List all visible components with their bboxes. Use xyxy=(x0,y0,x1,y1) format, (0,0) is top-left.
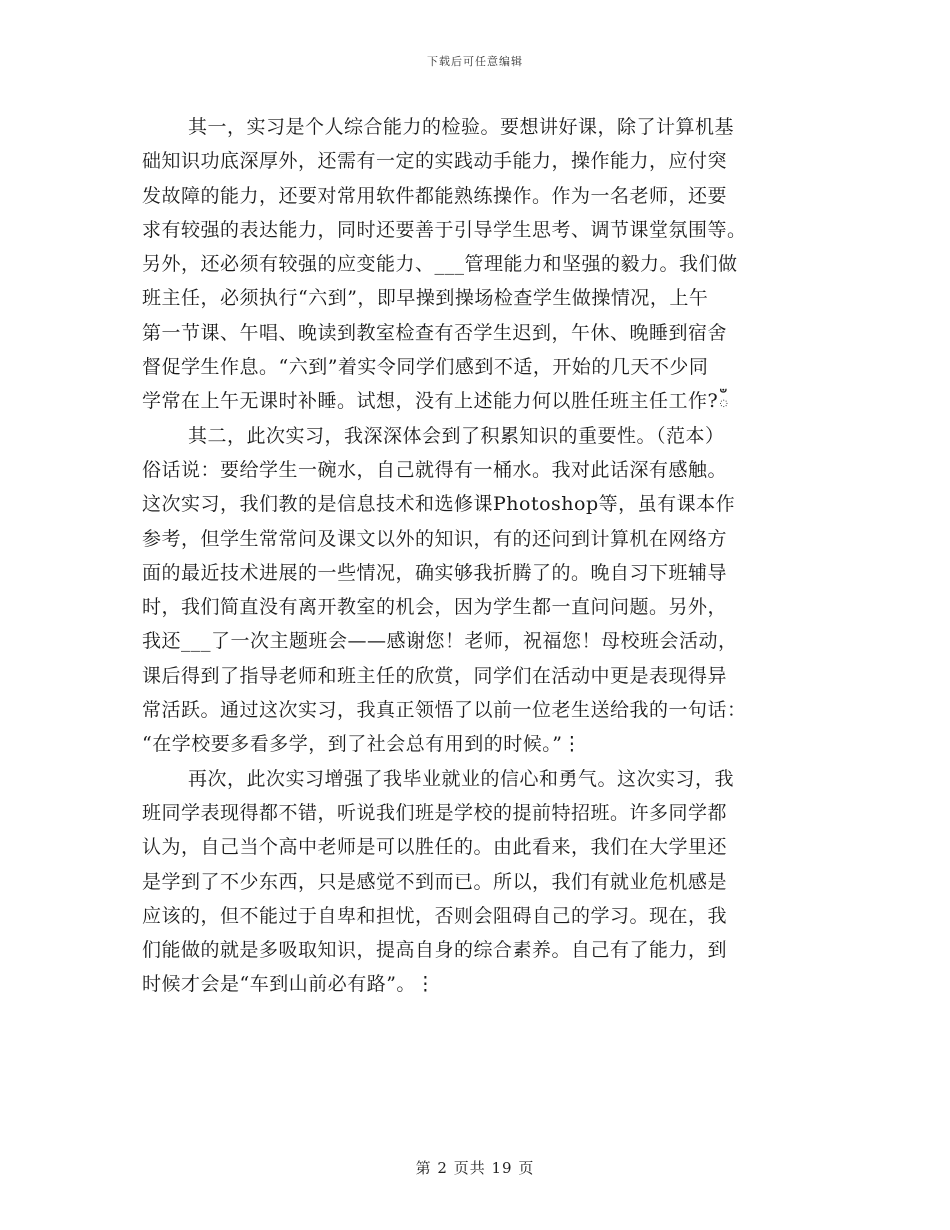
page-footer: 第 2 页共 19 页 xyxy=(415,1159,535,1177)
paragraph-2-line-3: 这次实习，我们教的是信息技术和选修课Photoshop等，虽有课本作 xyxy=(142,493,736,516)
paragraph-2-line-5: 面的最近技术进展的一些情况，确实够我折腾了的。晚自习下班辅导 xyxy=(142,561,728,584)
paragraph-3-line-5: 应该的，但不能过于自卑和担忧，否则会阻碍自己的学习。现在，我 xyxy=(142,904,728,927)
paragraph-3-line-1: 再次，此次实习增强了我毕业就业的信心和勇气。这次实习，我 xyxy=(188,767,735,790)
paragraph-2-line-9: 常活跃。通过这次实习，我真正领悟了以前一位老生送给我的一句话： xyxy=(142,699,747,722)
paragraph-1-line-6: 班主任，必须执行“六到”，即早操到操场检查学生做操情况，上午 xyxy=(142,287,709,310)
paragraph-1-line-2: 础知识功底深厚外，还需有一定的实践动手能力，操作能力，应付突 xyxy=(142,150,728,173)
paragraph-2-line-1: 其二，此次实习，我深深体会到了积累知识的重要性。（范本） xyxy=(188,424,725,447)
paragraph-3-line-4: 是学到了不少东西，只是感觉不到而已。所以，我们有就业危机感是 xyxy=(142,870,728,893)
paragraph-3-line-3: 认为，自己当个高中老师是可以胜任的。由此看来，我们在大学里还 xyxy=(142,836,728,859)
paragraph-1-line-9: 学常在上午无课时补睡。试想，没有上述能力何以胜任班主任工作?ఀ xyxy=(142,390,730,413)
paragraph-1-line-4: 求有较强的表达能力，同时还要善于引导学生思考、调节课堂氛围等。 xyxy=(142,218,747,241)
paragraph-3-line-6: 们能做的就是多吸取知识，提高自身的综合素养。自己有了能力，到 xyxy=(142,939,728,962)
paragraph-1-line-5: 另外，还必须有较强的应变能力、___管理能力和坚强的毅力。我们做 xyxy=(142,253,738,276)
paragraph-1-line-8: 督促学生作息。“六到”着实令同学们感到不适，开始的几天不少同 xyxy=(142,356,709,379)
paragraph-1-line-7: 第一节课、午唱、晚读到教室检查有否学生迟到，午休、晚睡到宿舍 xyxy=(142,321,728,344)
document-body xyxy=(142,110,812,1002)
paragraph-2-line-10: “在学校要多看多学，到了社会总有用到的时候。”⋮ xyxy=(142,733,582,756)
paragraph-1-line-3: 发故障的能力，还要对常用软件都能熟练操作。作为一名老师，还要 xyxy=(142,184,728,207)
paragraph-2-line-6: 时，我们简直没有离开教室的机会，因为学生都一直问问题。另外， xyxy=(142,596,728,619)
paragraph-1-line-1: 其一，实习是个人综合能力的检验。要想讲好课，除了计算机基 xyxy=(188,116,735,138)
paragraph-2-line-2: 俗话说：要给学生一碗水，自己就得有一桶水。我对此话深有感触。 xyxy=(142,458,728,481)
paragraph-3-line-7: 时候才会是“车到山前必有路”。⋮ xyxy=(142,973,436,996)
paragraph-2-line-7: 我还___了一次主题班会——感谢您！老师，祝福您！母校班会活动， xyxy=(142,630,738,653)
page-header: 下载后可任意编辑 xyxy=(427,55,523,68)
paragraph-3-line-2: 班同学表现得都不错，听说我们班是学校的提前特招班。许多同学都 xyxy=(142,801,728,824)
paragraph-2-line-8: 课后得到了指导老师和班主任的欣赏，同学们在活动中更是表现得异 xyxy=(142,664,728,687)
paragraph-2-line-4: 参考，但学生常常问及课文以外的知识，有的还问到计算机在网络方 xyxy=(142,527,728,550)
